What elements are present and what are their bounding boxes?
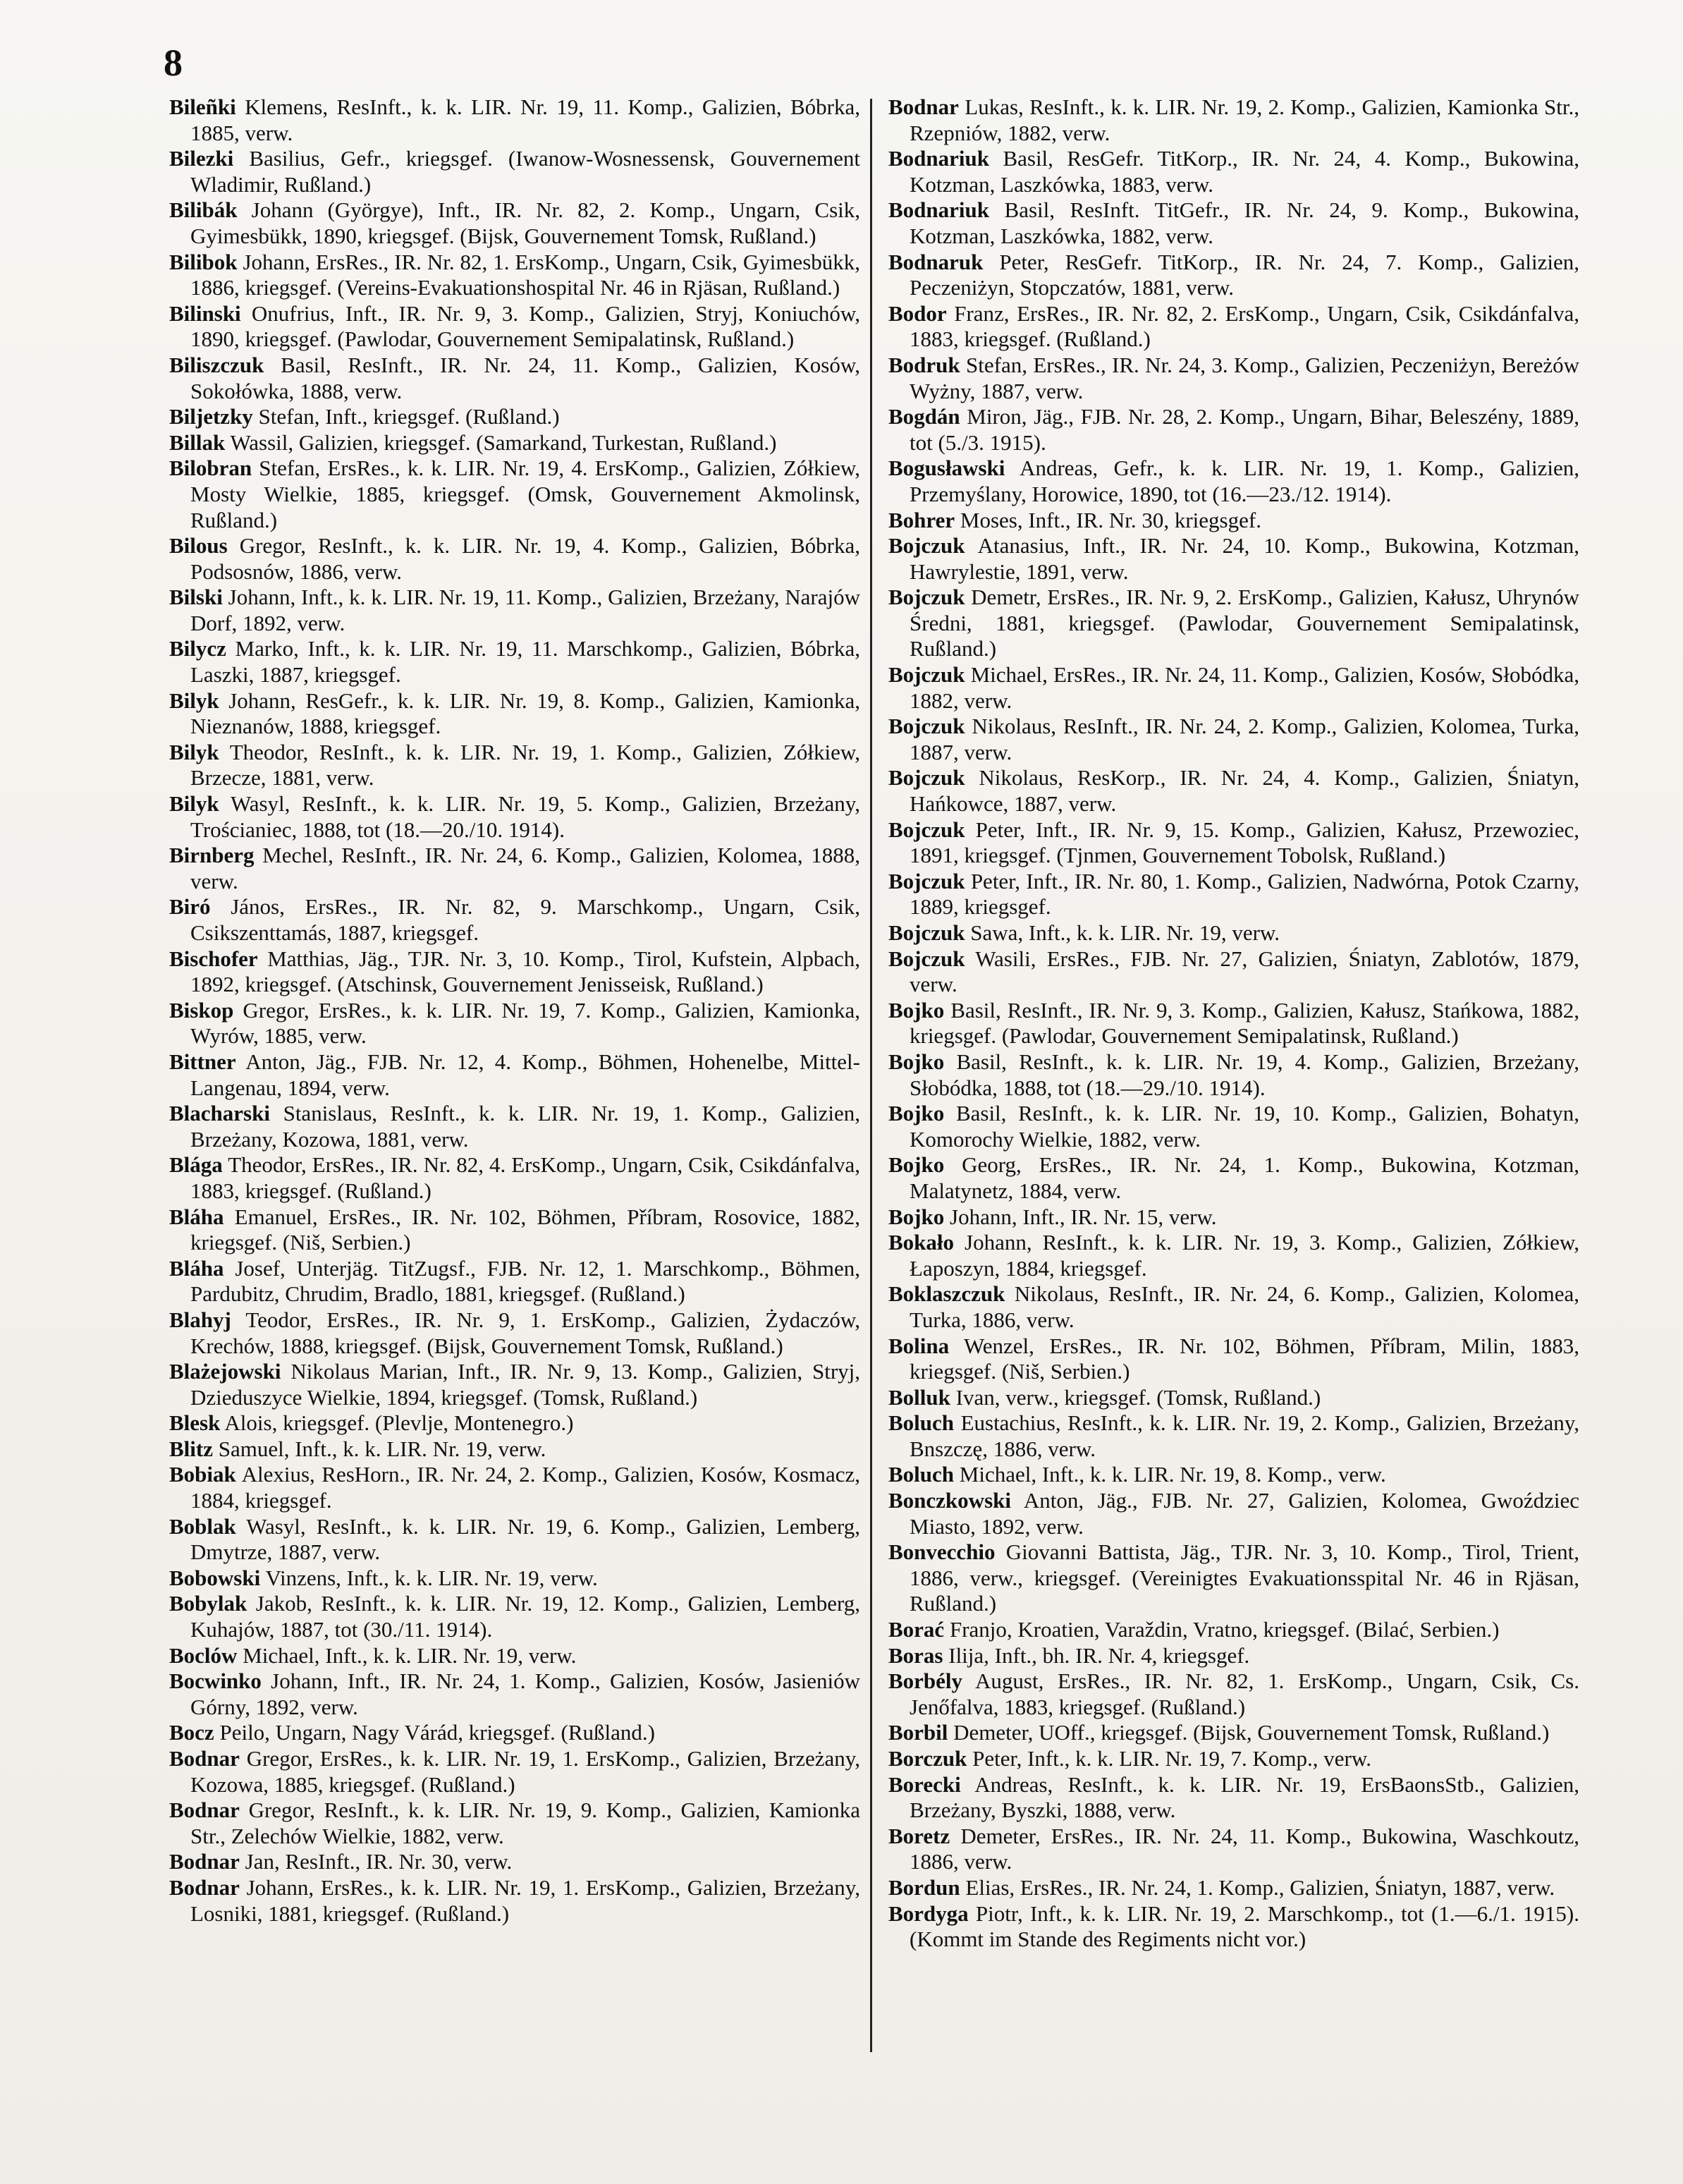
register-entry: [169, 1436, 860, 1463]
register-entry: [888, 94, 1579, 146]
register-entry: [169, 1746, 860, 1798]
entry-surname: Bilyk: [169, 739, 219, 764]
entry-details: János, ErsRes., IR. Nr. 82, 9. Marschkomp., Ungarn, Csik, Csikszenttamás, 1887, kriegsgef.: [190, 894, 860, 945]
entry-surname: Bordun: [888, 1874, 960, 1900]
entry-surname: Bilycz: [169, 636, 226, 661]
entry-details: Johann, ErsRes., k. k. LIR. Nr. 19, 1. ErsKomp., Galizien, Brzeżany, Losniki, 1881, kriegsgef. (Rußland.): [190, 1874, 860, 1926]
entry-details: Johann, ResInft., k. k. LIR. Nr. 19, 3. Komp., Galizien, Zółkiew, Łaposzyn, 1884, kriegsgef.: [910, 1230, 1579, 1281]
register-entry: [888, 1617, 1579, 1643]
register-entry: [888, 1643, 1579, 1669]
entry-surname: Bogdán: [888, 404, 960, 429]
register-entry: [169, 1101, 860, 1152]
entry-details: August, ErsRes., IR. Nr. 82, 1. ErsKomp., Ungarn, Csik, Cs. Jenőfalva, 1883, kriegsgef. (Rußland.): [910, 1668, 1579, 1719]
register-entry: [169, 1514, 860, 1566]
entry-surname: Bilibák: [169, 197, 238, 223]
entry-surname: Borecki: [888, 1771, 961, 1797]
entry-details: Eustachius, ResInft., k. k. LIR. Nr. 19, 2. Komp., Galizien, Brzeżany, Bnszczę, 1886, verw.: [910, 1410, 1580, 1461]
entry-surname: Blitz: [169, 1436, 213, 1461]
entry-details: Teodor, ErsRes., IR. Nr. 9, 1. ErsKomp., Galizien, Żydaczów, Krechów, 1888, kriegsgef. (Bijsk, Gouvernement Tomsk, Rußland.): [190, 1307, 860, 1358]
entry-details: Stefan, Inft., kriegsgef. (Rußland.): [258, 404, 560, 429]
entry-surname: Biskop: [169, 997, 234, 1023]
register-entry: [888, 456, 1579, 507]
register-entry: [888, 1385, 1579, 1411]
entry-surname: Bodnaruk: [888, 249, 984, 274]
register-entry: [888, 1824, 1579, 1875]
entry-details: Alois, kriegsgef. (Plevlje, Montenegro.): [224, 1410, 574, 1436]
entry-details: Basil, ResInft., k. k. LIR. Nr. 19, 10. Komp., Galizien, Bohatyn, Komorochy Wielkie, 1882, verw.: [910, 1101, 1579, 1152]
entry-details: Giovanni Battista, Jäg., TJR. Nr. 3, 10. Komp., Tirol, Trient, 1886, verw., kriegsgef. (Vereinigtes Evakuationsspital Nr. 46 in Rjäsan, Rußland.): [910, 1539, 1580, 1616]
entry-details: Peilo, Ungarn, Nagy Várád, kriegsgef. (Rußland.): [219, 1720, 656, 1745]
entry-surname: Boblak: [169, 1513, 236, 1539]
entry-surname: Bocwinko: [169, 1668, 262, 1694]
entry-details: Gregor, ResInft., k. k. LIR. Nr. 19, 4. Komp., Galizien, Bóbrka, Podsosnów, 1886, verw.: [190, 533, 861, 584]
entry-surname: Bojczuk: [888, 585, 965, 610]
entry-surname: Boclów: [169, 1642, 238, 1668]
entry-details: Stefan, ErsRes., k. k. LIR. Nr. 19, 4. ErsKomp., Galizien, Zółkiew, Mosty Wielkie, 1885, kriegsgef. (Omsk, Gouvernement Akmolinsk, Rußland.): [190, 456, 861, 532]
entry-surname: Boluch: [888, 1410, 955, 1436]
entry-details: Basil, ResGefr. TitKorp., IR. Nr. 24, 4. Komp., Bukowina, Kotzman, Laszkówka, 1883, verw.: [910, 146, 1580, 197]
entry-details: Gregor, ErsRes., k. k. LIR. Nr. 19, 7. Komp., Galizien, Kamionka, Wyrów, 1885, verw.: [190, 997, 860, 1049]
register-entry: [888, 1668, 1579, 1720]
entry-surname: Biró: [169, 894, 211, 920]
entry-surname: Borbély: [888, 1668, 963, 1694]
entry-surname: Blága: [169, 1152, 223, 1178]
register-entry: [169, 456, 860, 533]
register-entry: [169, 1849, 860, 1875]
entry-surname: Borbil: [888, 1720, 948, 1745]
register-entry: [888, 1539, 1579, 1617]
register-entry: [169, 740, 860, 791]
left-column: [169, 94, 860, 1927]
entry-details: Basilius, Gefr., kriegsgef. (Iwanow-Wosnessensk, Gouvernement Wladimir, Rußland.): [190, 146, 860, 197]
register-entry: [169, 533, 860, 585]
entry-details: Ilija, Inft., bh. IR. Nr. 4, kriegsgef.: [948, 1642, 1250, 1668]
register-entry: [169, 1591, 860, 1642]
register-entry: [169, 197, 860, 249]
entry-surname: Bohrer: [888, 507, 955, 532]
entry-details: Theodor, ResInft., k. k. LIR. Nr. 19, 1. Komp., Galizien, Zółkiew, Brzecze, 1881, verw.: [190, 739, 860, 791]
register-entry: [888, 1281, 1579, 1333]
register-entry: [169, 94, 860, 146]
register-entry: [888, 1901, 1579, 1953]
entry-details: Vinzens, Inft., k. k. LIR. Nr. 19, verw.: [265, 1565, 598, 1590]
register-entry: [888, 817, 1579, 869]
register-entry: [888, 1875, 1579, 1901]
entry-surname: Boklaszczuk: [888, 1281, 1005, 1307]
entry-surname: Bojczuk: [888, 920, 965, 945]
register-entry: [169, 1049, 860, 1101]
entry-surname: Bilski: [169, 585, 223, 610]
entry-details: Franjo, Kroatien, Varaždin, Vratno, kriegsgef. (Bilać, Serbien.): [949, 1617, 1500, 1642]
entry-details: Demetr, ErsRes., IR. Nr. 9, 2. ErsKomp., Galizien, Kałusz, Uhrynów Średni, 1881, kriegsgef. (Pawlodar, Gouvernement Semipalatinsk, Rußland.): [910, 585, 1579, 661]
entry-details: Andreas, ResInft., k. k. LIR. Nr. 19, ErsBaonsStb., Galizien, Brzeżany, Byszki, 1888, verw.: [910, 1771, 1579, 1823]
entry-details: Stefan, ErsRes., IR. Nr. 24, 3. Komp., Galizien, Peczeniżyn, Bereżów Wyżny, 1887, verw.: [910, 352, 1579, 403]
register-entry: [169, 1256, 860, 1307]
register-entry: [169, 146, 860, 197]
entry-surname: Bodnar: [169, 1746, 240, 1771]
entry-surname: Bolluk: [888, 1384, 950, 1410]
register-entry: [888, 197, 1579, 249]
entry-details: Johann, Inft., IR. Nr. 15, verw.: [950, 1204, 1217, 1229]
entry-details: Nikolaus, ResKorp., IR. Nr. 24, 4. Komp., Galizien, Śniatyn, Hańkowce, 1887, verw.: [910, 765, 1579, 817]
register-entry: [169, 1410, 860, 1436]
register-entry: [888, 1334, 1579, 1385]
entry-surname: Bodnar: [169, 1798, 240, 1823]
entry-details: Moses, Inft., IR. Nr. 30, kriegsgef.: [960, 507, 1261, 532]
entry-surname: Bilous: [169, 533, 228, 559]
entry-details: Atanasius, Inft., IR. Nr. 24, 10. Komp., Bukowina, Kotzman, Hawrylestie, 1891, verw.: [910, 533, 1579, 584]
entry-details: Sawa, Inft., k. k. LIR. Nr. 19, verw.: [970, 920, 1280, 945]
entry-surname: Bilyk: [169, 791, 219, 817]
entry-details: Wasyl, ResInft., k. k. LIR. Nr. 19, 6. Komp., Galizien, Lemberg, Dmytrze, 1887, verw.: [190, 1513, 860, 1565]
entry-details: Alexius, ResHorn., IR. Nr. 24, 2. Komp., Galizien, Kosów, Kosmacz, 1884, kriegsgef.: [190, 1462, 860, 1513]
entry-surname: Bilezki: [169, 146, 234, 171]
entry-surname: Bolina: [888, 1333, 950, 1358]
entry-surname: Bischofer: [169, 946, 258, 971]
entry-details: Matthias, Jäg., TJR. Nr. 3, 10. Komp., Tirol, Kufstein, Alpbach, 1892, kriegsgef. (Atschinsk, Gouvernement Jenisseisk, Rußland.): [190, 946, 861, 997]
register-entry: [169, 1875, 860, 1927]
register-entry: [888, 146, 1579, 197]
register-entry: [888, 1746, 1579, 1772]
entry-details: Michael, Inft., k. k. LIR. Nr. 19, 8. Komp., verw.: [959, 1462, 1386, 1487]
entry-details: Nikolaus, ResInft., IR. Nr. 24, 2. Komp., Galizien, Kolomea, Turka, 1887, verw.: [910, 714, 1580, 764]
register-entry: [169, 1462, 860, 1513]
entry-surname: Blażejowski: [169, 1359, 281, 1384]
register-entry: [888, 1230, 1579, 1281]
entry-details: Peter, Inft., k. k. LIR. Nr. 19, 7. Komp., verw.: [972, 1746, 1371, 1771]
register-entry: [888, 1204, 1579, 1231]
entry-details: Ivan, verw., kriegsgef. (Tomsk, Rußland.): [955, 1384, 1321, 1410]
register-entry: [169, 353, 860, 404]
entry-details: Basil, ResInft., IR. Nr. 9, 3. Komp., Galizien, Kałusz, Stańkowa, 1882, kriegsgef. (Pawlodar, Gouvernement Semipalatinsk, Rußland.): [910, 997, 1579, 1049]
entry-surname: Blesk: [169, 1410, 221, 1436]
register-entry: [888, 250, 1579, 301]
register-entry: [888, 1772, 1579, 1824]
entry-details: Basil, ResInft., k. k. LIR. Nr. 19, 4. Komp., Galizien, Brzeżany, Słobódka, 1888, tot (18.—29./10. 1914).: [910, 1049, 1579, 1100]
register-entry: [169, 946, 860, 998]
entry-details: Wasili, ErsRes., FJB. Nr. 27, Galizien, Śniatyn, Zablotów, 1879, verw.: [910, 946, 1579, 997]
entry-details: Peter, ResGefr. TitKorp., IR. Nr. 24, 7. Komp., Galizien, Peczeniżyn, Stopczatów, 1881, verw.: [910, 249, 1580, 300]
register-entry: [888, 585, 1579, 662]
entry-details: Miron, Jäg., FJB. Nr. 28, 2. Komp., Ungarn, Bihar, Beleszény, 1889, tot (5./3. 1915).: [910, 404, 1579, 455]
column-divider: [870, 99, 872, 2052]
register-entry: [169, 1152, 860, 1204]
register-entry: [888, 1410, 1579, 1462]
register-entry: [888, 998, 1579, 1049]
entry-details: Onufrius, Inft., IR. Nr. 9, 3. Komp., Galizien, Stryj, Koniuchów, 1890, kriegsgef. (Pawlodar, Gouvernement Semipalatinsk, Rußland.): [190, 300, 861, 352]
page-number: 8: [164, 42, 183, 84]
entry-details: Basil, ResInft., IR. Nr. 24, 11. Komp., Galizien, Kosów, Sokołówka, 1888, verw.: [190, 352, 860, 403]
entry-details: Anton, Jäg., FJB. Nr. 27, Galizien, Kolomea, Gwoździec Miasto, 1892, verw.: [910, 1488, 1579, 1539]
entry-details: Lukas, ResInft., k. k. LIR. Nr. 19, 2. Komp., Galizien, Kamionka Str., Rzepniów, 1882, verw.: [910, 94, 1580, 145]
entry-details: Gregor, ResInft., k. k. LIR. Nr. 19, 9. Komp., Galizien, Kamionka Str., Zelechów Wielkie, 1882, verw.: [190, 1798, 860, 1848]
entry-surname: Bojko: [888, 1049, 945, 1074]
entry-surname: Bileñki: [169, 94, 236, 119]
entry-surname: Bilibok: [169, 249, 238, 274]
register-entry: [169, 430, 860, 456]
right-column: [888, 94, 1579, 1953]
register-entry: [888, 533, 1579, 585]
entry-details: Samuel, Inft., k. k. LIR. Nr. 19, verw.: [218, 1436, 546, 1461]
entry-details: Jakob, ResInft., k. k. LIR. Nr. 19, 12. Komp., Galizien, Lemberg, Kuhajów, 1887, tot (30./11. 1914).: [190, 1591, 860, 1642]
entry-surname: Bojczuk: [888, 533, 965, 559]
entry-details: Wasyl, ResInft., k. k. LIR. Nr. 19, 5. Komp., Galizien, Brzeżany, Trościaniec, 1888, tot (18.—20./10. 1914).: [190, 791, 860, 842]
entry-details: Mechel, ResInft., IR. Nr. 24, 6. Komp., Galizien, Kolomea, 1888, verw.: [190, 843, 860, 893]
entry-details: Klemens, ResInft., k. k. LIR. Nr. 19, 11. Komp., Galizien, Bóbrka, 1885, verw.: [190, 94, 860, 145]
entry-details: Stanislaus, ResInft., k. k. LIR. Nr. 19, 1. Komp., Galizien, Brzeżany, Kozowa, 1881, verw.: [190, 1101, 860, 1152]
entry-surname: Bojko: [888, 1152, 945, 1178]
register-entry: [169, 1307, 860, 1359]
register-entry: [169, 1720, 860, 1746]
register-entry: [888, 1101, 1579, 1152]
entry-details: Wassil, Galizien, kriegsgef. (Samarkand, Turkestan, Rußland.): [230, 429, 777, 455]
entry-surname: Bobowski: [169, 1565, 261, 1590]
entry-surname: Bilobran: [169, 456, 252, 481]
register-entry: [888, 404, 1579, 456]
register-entry: [888, 1049, 1579, 1101]
entry-details: Michael, Inft., k. k. LIR. Nr. 19, verw.: [243, 1642, 577, 1668]
entry-surname: Bojko: [888, 997, 945, 1023]
register-entry: [888, 1152, 1579, 1204]
entry-details: Peter, Inft., IR. Nr. 9, 15. Komp., Galizien, Kałusz, Przewoziec, 1891, kriegsgef. (Tjnmen, Gouvernement Tobolsk, Rußland.): [910, 817, 1579, 868]
entry-surname: Borać: [888, 1617, 945, 1642]
register-entry: [888, 765, 1579, 817]
entry-details: Johann, Inft., k. k. LIR. Nr. 19, 11. Komp., Galizien, Brzeżany, Narajów Dorf, 1892, verw.: [190, 585, 861, 635]
register-entry: [169, 636, 860, 688]
entry-surname: Bonvecchio: [888, 1539, 996, 1565]
entry-surname: Bojko: [888, 1101, 945, 1126]
entry-details: Johann, ResGefr., k. k. LIR. Nr. 19, 8. Komp., Galizien, Kamionka, Nieznanów, 1888, kriegsgef.: [190, 688, 860, 739]
entry-surname: Bodnar: [888, 94, 959, 119]
entry-surname: Borczuk: [888, 1746, 967, 1771]
entry-details: Emanuel, ErsRes., IR. Nr. 102, Böhmen, Příbram, Rosovice, 1882, kriegsgef. (Niš, Serbien.): [190, 1204, 861, 1255]
entry-details: Johann (Györgye), Inft., IR. Nr. 82, 2. Komp., Ungarn, Csik, Gyimesbükk, 1890, kriegsgef. (Bijsk, Gouvernement Tomsk, Rußland.): [190, 197, 861, 248]
entry-surname: Boretz: [888, 1823, 950, 1848]
entry-details: Andreas, Gefr., k. k. LIR. Nr. 19, 1. Komp., Galizien, Przemyślany, Horowice, 1890, tot (16.—23./12. 1914).: [910, 456, 1579, 506]
entry-details: Nikolaus Marian, Inft., IR. Nr. 9, 13. Komp., Galizien, Stryj, Dzieduszyce Wielkie, 1894, kriegsgef. (Tomsk, Rußland.): [190, 1359, 861, 1410]
register-entry: [169, 998, 860, 1049]
register-entry: [169, 250, 860, 301]
register-entry: [888, 1720, 1579, 1746]
entry-details: Johann, ErsRes., IR. Nr. 82, 1. ErsKomp., Ungarn, Csik, Gyimesbükk, 1886, kriegsgef. (Vereins-Evakuationshospital Nr. 46 in Rjäsan, Rußland.): [190, 249, 861, 300]
entry-surname: Bodruk: [888, 352, 960, 377]
entry-surname: Bobiak: [169, 1462, 236, 1487]
entry-surname: Bokało: [888, 1230, 955, 1255]
entry-details: Georg, ErsRes., IR. Nr. 24, 1. Komp., Bukowina, Kotzman, Malatynetz, 1884, verw.: [910, 1152, 1579, 1203]
entry-surname: Bilyk: [169, 688, 219, 713]
entry-details: Elias, ErsRes., IR. Nr. 24, 1. Komp., Galizien, Śniatyn, 1887, verw.: [965, 1874, 1555, 1900]
register-entry: [169, 404, 860, 430]
entry-details: Michael, ErsRes., IR. Nr. 24, 11. Komp., Galizien, Kosów, Słobódka, 1882, verw.: [910, 662, 1580, 713]
entry-details: Basil, ResInft. TitGefr., IR. Nr. 24, 9. Komp., Bukowina, Kotzman, Laszkówka, 1882, verw.: [910, 197, 1580, 248]
entry-surname: Boluch: [888, 1462, 955, 1487]
register-entry: [888, 1488, 1579, 1539]
register-entry: [888, 869, 1579, 920]
entry-surname: Billak: [169, 429, 226, 455]
register-entry: [169, 585, 860, 636]
register-entry: [169, 791, 860, 843]
register-entry: [888, 662, 1579, 714]
entry-surname: Bojczuk: [888, 662, 965, 688]
entry-surname: Bojczuk: [888, 714, 965, 739]
entry-surname: Bodnariuk: [888, 197, 990, 223]
entry-surname: Bojczuk: [888, 946, 965, 971]
entry-details: Anton, Jäg., FJB. Nr. 12, 4. Komp., Böhmen, Hohenelbe, Mittel-Langenau, 1894, verw.: [190, 1049, 860, 1100]
entry-surname: Bláha: [169, 1204, 224, 1229]
entry-details: Peter, Inft., IR. Nr. 80, 1. Komp., Galizien, Nadwórna, Potok Czarny, 1889, kriegsgef.: [910, 868, 1580, 920]
entry-surname: Bodnar: [169, 1849, 240, 1874]
entry-surname: Bodnariuk: [888, 146, 990, 171]
entry-surname: Bocz: [169, 1720, 214, 1745]
entry-surname: Bojczuk: [888, 868, 965, 893]
entry-surname: Bogusławski: [888, 456, 1005, 481]
register-entry: [888, 508, 1579, 534]
register-entry: [888, 946, 1579, 998]
register-entry: [888, 1462, 1579, 1488]
entry-details: Franz, ErsRes., IR. Nr. 82, 2. ErsKomp., Ungarn, Csik, Csikdánfalva, 1883, kriegsgef. (Rußland.): [910, 300, 1580, 352]
register-entry: [169, 1643, 860, 1669]
register-entry: [888, 353, 1579, 404]
entry-details: Theodor, ErsRes., IR. Nr. 82, 4. ErsKomp., Ungarn, Csik, Csikdánfalva, 1883, kriegsgef. (Rußland.): [190, 1152, 860, 1203]
entry-surname: Bodnar: [169, 1874, 240, 1900]
entry-details: Nikolaus, ResInft., IR. Nr. 24, 6. Komp., Galizien, Kolomea, Turka, 1886, verw.: [910, 1281, 1579, 1332]
entry-surname: Bilinski: [169, 300, 241, 326]
entry-details: Demeter, ErsRes., IR. Nr. 24, 11. Komp., Bukowina, Waschkoutz, 1886, verw.: [910, 1823, 1579, 1874]
register-entry: [169, 843, 860, 894]
entry-details: Gregor, ErsRes., k. k. LIR. Nr. 19, 1. ErsKomp., Galizien, Brzeżany, Kozowa, 1885, kriegsgef. (Rußland.): [190, 1746, 860, 1797]
register-entry: [169, 1204, 860, 1256]
entry-surname: Bordyga: [888, 1901, 969, 1926]
register-entry: [169, 1566, 860, 1592]
entry-surname: Blahyj: [169, 1307, 231, 1332]
entry-surname: Biliszczuk: [169, 352, 264, 377]
entry-surname: Boras: [888, 1642, 943, 1668]
entry-details: Demeter, UOff., kriegsgef. (Bijsk, Gouvernement Tomsk, Rußland.): [953, 1720, 1550, 1745]
register-entry: [169, 1359, 860, 1410]
entry-surname: Bittner: [169, 1049, 236, 1074]
register-entry: [169, 688, 860, 740]
entry-surname: Bonczkowski: [888, 1488, 1011, 1513]
register-entry: [888, 714, 1579, 765]
entry-details: Piotr, Inft., k. k. LIR. Nr. 19, 2. Marschkomp., tot (1.—6./1. 1915). (Kommt im Stande des Regiments nicht vor.): [910, 1901, 1580, 1952]
entry-surname: Birnberg: [169, 843, 255, 868]
entry-surname: Bojczuk: [888, 817, 965, 842]
register-entry: [169, 1668, 860, 1720]
entry-details: Josef, Unterjäg. TitZugsf., FJB. Nr. 12, 1. Marschkomp., Böhmen, Pardubitz, Chrudim, Bradlo, 1881, kriegsgef. (Rußland.): [190, 1255, 860, 1307]
register-entry: [888, 920, 1579, 946]
entry-surname: Bobylak: [169, 1591, 247, 1616]
register-entry: [169, 301, 860, 353]
register-entry: [888, 301, 1579, 353]
entry-surname: Bojczuk: [888, 765, 965, 791]
register-entry: [169, 1798, 860, 1849]
entry-details: Wenzel, ErsRes., IR. Nr. 102, Böhmen, Příbram, Milin, 1883, kriegsgef. (Niš, Serbien.): [910, 1333, 1579, 1384]
entry-surname: Bodor: [888, 300, 947, 326]
entry-details: Marko, Inft., k. k. LIR. Nr. 19, 11. Marschkomp., Galizien, Bóbrka, Laszki, 1887, kriegsgef.: [190, 636, 860, 688]
entry-details: Jan, ResInft., IR. Nr. 30, verw.: [245, 1849, 513, 1874]
entry-surname: Biljetzky: [169, 404, 253, 429]
entry-surname: Bojko: [888, 1204, 945, 1229]
register-entry: [169, 894, 860, 946]
entry-surname: Blacharski: [169, 1101, 270, 1126]
entry-surname: Bláha: [169, 1255, 224, 1281]
entry-details: Johann, Inft., IR. Nr. 24, 1. Komp., Galizien, Kosów, Jasieniów Górny, 1892, verw.: [190, 1668, 861, 1719]
